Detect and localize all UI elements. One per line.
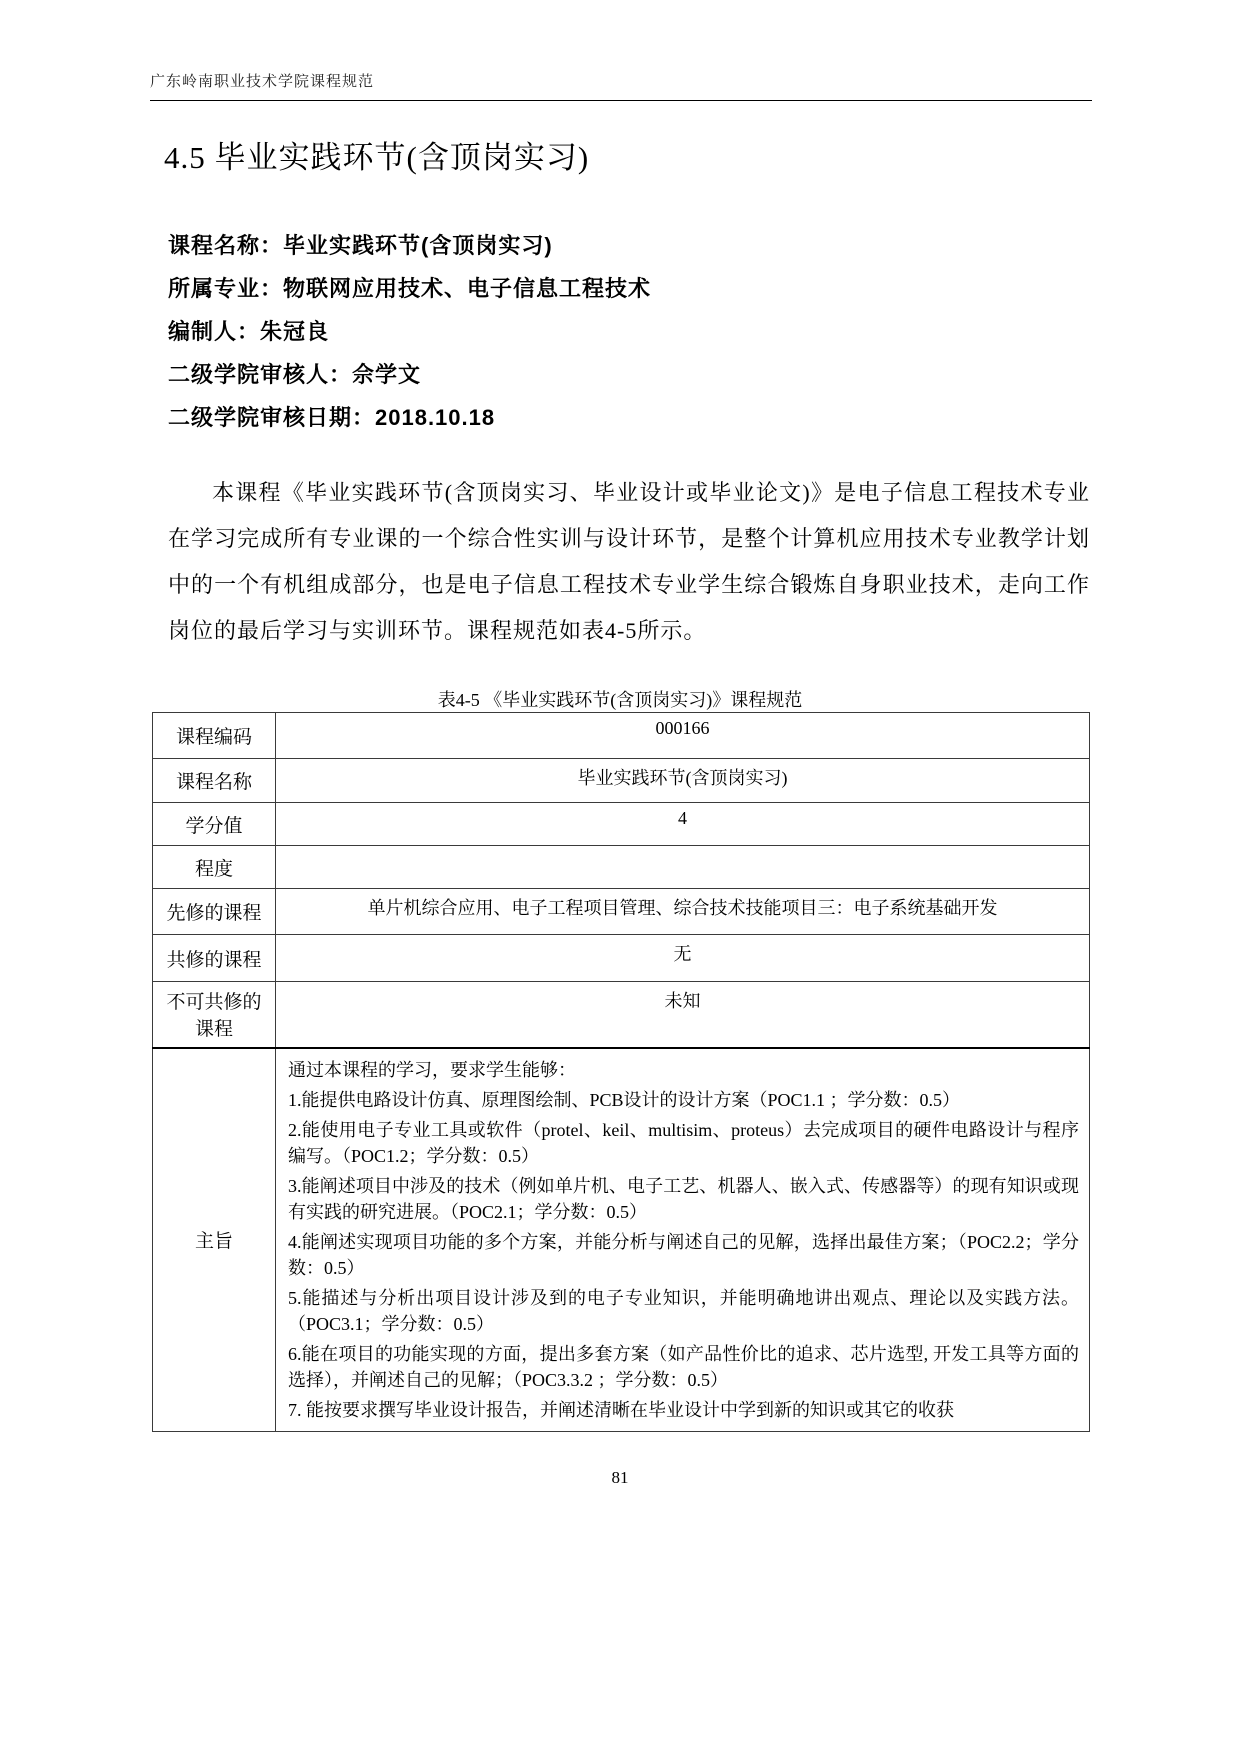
table-row-purpose bbox=[153, 1048, 1090, 1432]
meta-line-review-date: 二级学院审核日期：2018.10.18 bbox=[168, 405, 496, 430]
table-row bbox=[153, 935, 1090, 982]
row-label-credits: 学分值 bbox=[153, 803, 276, 846]
row-value-purpose bbox=[276, 1048, 1090, 1432]
row-label-course-name: 课程名称 bbox=[153, 759, 276, 803]
table-row bbox=[153, 982, 1090, 1048]
row-label-course-code: 课程编码 bbox=[153, 713, 276, 759]
course-spec-table bbox=[152, 712, 1090, 1432]
table-caption: 表4-5 《毕业实践环节(含顶岗实习)》课程规范 bbox=[437, 690, 803, 710]
purpose-item-3: 3.能阐述项目中涉及的技术（例如单片机、电子工艺、机器人、嵌入式、传感器等）的现有知识或现有实践的研究进展。（POC2.1；学分数：0.5） bbox=[288, 1175, 1079, 1222]
row-value-prerequisites: 单片机综合应用、电子工程项目管理、综合技术技能项目三：电子系统基础开发 bbox=[276, 889, 1090, 935]
row-label-prerequisites: 先修的课程 bbox=[153, 889, 276, 935]
intro-paragraph: 本课程《毕业实践环节(含顶岗实习、毕业设计或毕业论文)》是电子信息工程技术专业在学习完成所有专业课的一个综合性实训与设计环节，是整个计算机应用技术专业教学计划中的一个有机组成部分，也是电子信息工程技术专业学生综合锻炼自身职业技术，走向工作岗位的最后学习与实训环节。课程规范如表4-5所示。 bbox=[168, 480, 1090, 643]
row-value-level bbox=[276, 846, 1090, 889]
purpose-item-6: 6.能在项目的功能实现的方面，提出多套方案（如产品性价比的追求、芯片选型, 开发工具等方面的选择），并阐述自己的见解；（POC3.3.2 ；学分数：0.5） bbox=[288, 1343, 1079, 1390]
meta-line-course-name: 课程名称：毕业实践环节(含顶岗实习) bbox=[168, 233, 553, 258]
section-title: 4.5 毕业实践环节(含顶岗实习) bbox=[164, 140, 590, 175]
purpose-item-4: 4.能阐述实现项目功能的多个方案，并能分析与阐述自己的见解，选择出最佳方案；（POC2.2；学分数：0.5） bbox=[288, 1231, 1079, 1278]
meta-line-reviewer: 二级学院审核人：佘学文 bbox=[168, 362, 422, 387]
purpose-item-7: 7. 能按要求撰写毕业设计报告，并阐述清晰在毕业设计中学到新的知识或其它的收获 bbox=[288, 1399, 954, 1420]
purpose-item-2: 2.能使用电子专业工具或软件（protel、keil、multisim、proteus）去完成项目的硬件电路设计与程序编写。（POC1.2；学分数：0.5） bbox=[288, 1119, 1079, 1166]
meta-line-author: 编制人：朱冠良 bbox=[168, 319, 330, 344]
table-row bbox=[153, 846, 1090, 889]
table-row bbox=[153, 759, 1090, 803]
purpose-item-1: 1.能提供电路设计仿真、原理图绘制、PCB设计的设计方案（POC1.1 ；学分数：0.5） bbox=[288, 1089, 961, 1110]
page-header-text: 广东岭南职业技术学院课程规范 bbox=[150, 74, 375, 90]
row-value-credits: 4 bbox=[276, 803, 1090, 846]
meta-block bbox=[168, 224, 651, 439]
page-number: 81 bbox=[611, 1468, 629, 1487]
row-label-purpose: 主旨 bbox=[153, 1048, 276, 1432]
row-value-course-code: 000166 bbox=[276, 713, 1090, 759]
meta-line-major: 所属专业：物联网应用技术、电子信息工程技术 bbox=[168, 276, 652, 301]
page-header bbox=[150, 70, 1092, 101]
row-label-level: 程度 bbox=[153, 846, 276, 889]
row-value-exclusions: 未知 bbox=[276, 982, 1090, 1048]
row-label-exclusions: 不可共修的课程 bbox=[153, 982, 276, 1048]
purpose-intro-line: 通过本课程的学习，要求学生能够： bbox=[288, 1059, 576, 1080]
row-label-corequisites: 共修的课程 bbox=[153, 935, 276, 982]
table-row bbox=[153, 713, 1090, 759]
purpose-item-5: 5.能描述与分析出项目设计涉及到的电子专业知识，并能明确地讲出观点、理论以及实践方法。（POC3.1；学分数：0.5） bbox=[288, 1287, 1079, 1334]
table-row bbox=[153, 803, 1090, 846]
row-value-corequisites: 无 bbox=[276, 935, 1090, 982]
table-row bbox=[153, 889, 1090, 935]
row-value-course-name: 毕业实践环节(含顶岗实习) bbox=[276, 759, 1090, 803]
